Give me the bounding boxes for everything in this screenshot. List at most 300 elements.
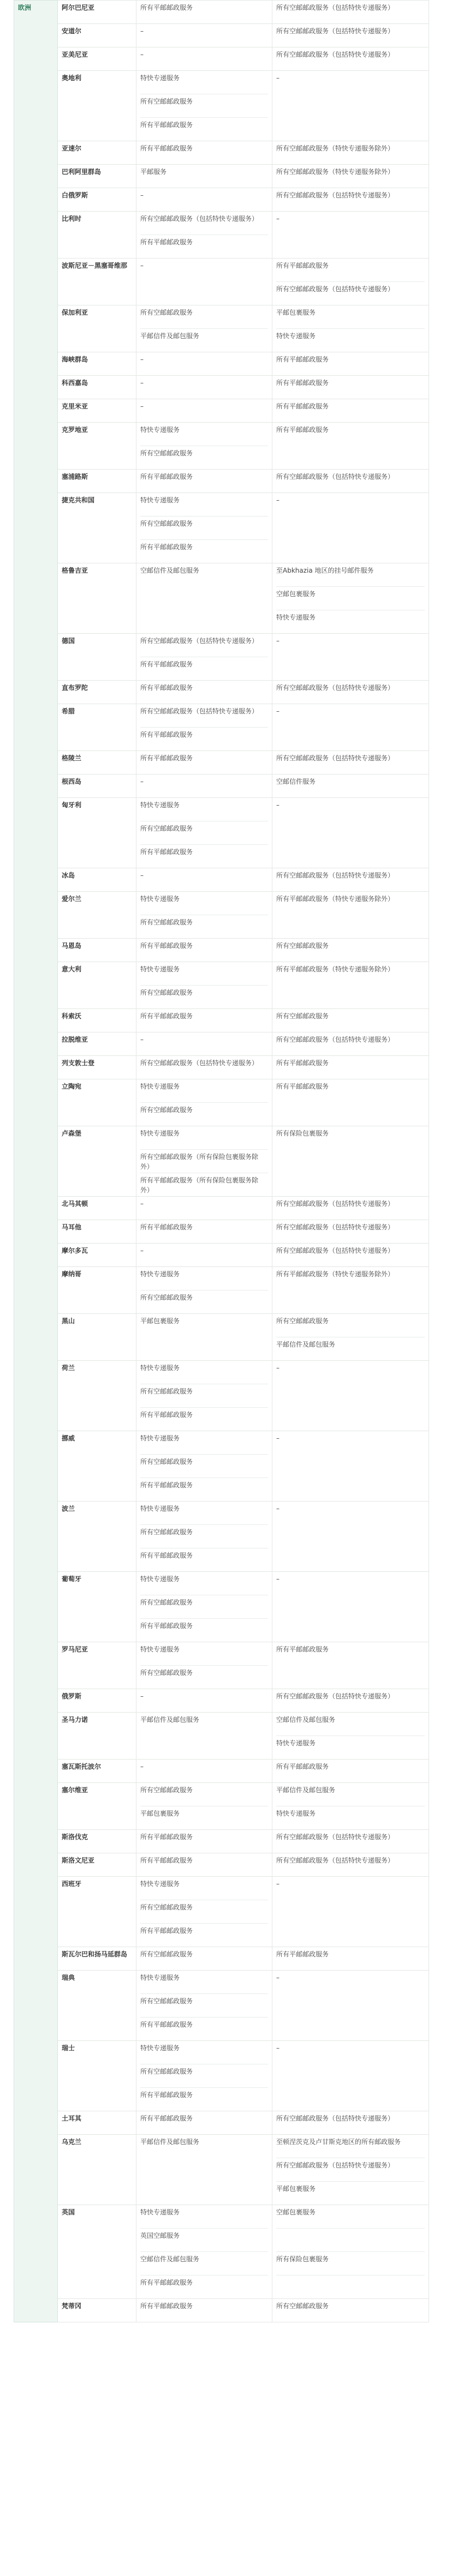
table-row — [14, 2041, 429, 2111]
service-item: 所有平邮邮政服务 — [140, 2302, 193, 2310]
service-item: 特快专递服务 — [140, 1502, 268, 1525]
services-suspended-cell — [272, 868, 429, 892]
services-suspended-cell — [272, 2111, 429, 2135]
services-restricted-cell — [136, 376, 272, 399]
region-label: 欧洲 — [14, 1, 58, 2322]
services-restricted-cell — [136, 1314, 272, 1361]
table-row — [14, 1244, 429, 1267]
service-item: 所有空邮邮政服务 — [276, 1314, 425, 1337]
service-item: 空邮信件及邮包服务 — [140, 2252, 268, 2275]
service-item: 所有空邮邮政服务（包括特快专递服务） — [276, 27, 395, 35]
country-name: 德国 — [58, 634, 136, 681]
services-restricted-cell — [136, 259, 272, 305]
country-name: 卢森堡 — [58, 1126, 136, 1197]
service-item: 平邮包裹服务 — [140, 1810, 180, 1817]
service-item: 所有平邮邮政服务 — [276, 259, 425, 282]
services-restricted-cell — [136, 1947, 272, 1971]
country-name: 摩尔多瓦 — [58, 1244, 136, 1267]
services-suspended-cell — [272, 259, 429, 305]
services-suspended-cell — [272, 1431, 429, 1502]
services-suspended-cell — [272, 2205, 429, 2299]
services-suspended-cell — [272, 2135, 429, 2205]
services-restricted-cell — [136, 1126, 272, 1197]
service-item: – — [276, 1434, 279, 1442]
service-item: 平邮信件及邮包服务 — [140, 1716, 200, 1724]
table-row — [14, 1713, 429, 1760]
table-row — [14, 1830, 429, 1853]
service-item: 所有空邮邮政服务（特快专递服务除外） — [276, 145, 395, 152]
country-name: 格陵兰 — [58, 751, 136, 774]
service-item: 所有平邮邮政服务 — [276, 1059, 329, 1067]
service-item: 所有平邮邮政服务 — [276, 403, 329, 410]
service-item: 所有平邮邮政服务 — [140, 1223, 193, 1231]
country-name: 奥地利 — [58, 71, 136, 141]
services-restricted-cell — [136, 1079, 272, 1126]
table-row — [14, 892, 429, 939]
table-row — [14, 1760, 429, 1783]
country-name: 荷兰 — [58, 1361, 136, 1431]
service-item: 所有空邮邮政服务（包括特快专递服务） — [276, 191, 395, 199]
service-item: – — [140, 379, 144, 387]
country-name: 爱尔兰 — [58, 892, 136, 939]
service-item: 特快专递服务 — [140, 1126, 268, 1150]
country-name: 黑山 — [58, 1314, 136, 1361]
service-item: 所有平邮邮政服务 — [140, 121, 193, 129]
service-item: – — [140, 1200, 144, 1208]
services-suspended-cell — [272, 751, 429, 774]
country-name: 克里米亚 — [58, 399, 136, 423]
service-item: 所有保险包裹服务 — [276, 2252, 425, 2275]
services-suspended-cell — [272, 212, 429, 259]
table-row — [14, 751, 429, 774]
service-item: 所有平邮邮政服务 — [140, 1552, 193, 1559]
country-name: 马耳他 — [58, 1220, 136, 1244]
service-item: 所有平邮邮政服务 — [276, 1950, 329, 1958]
service-item: 特快专递服务 — [140, 892, 268, 915]
service-item: 所有平邮邮政服务 — [140, 2279, 193, 2286]
table-row — [14, 2299, 429, 2322]
service-item: 所有空邮邮政服务 — [140, 1525, 268, 1548]
service-item: 所有空邮邮政服务（特快专递服务除外） — [276, 168, 395, 176]
service-item: 所有空邮邮政服务 — [140, 1455, 268, 1478]
services-suspended-cell — [272, 563, 429, 634]
services-restricted-cell — [136, 868, 272, 892]
country-name: 巴利阿里群岛 — [58, 165, 136, 188]
table-row — [14, 774, 429, 798]
service-item: 特快专递服务 — [140, 798, 268, 821]
service-item: 所有空邮邮政服务 — [140, 1950, 193, 1958]
service-item: 所有空邮邮政服务 — [140, 1783, 268, 1806]
service-item — [276, 2229, 425, 2252]
country-name: 瑞士 — [58, 2041, 136, 2111]
service-item: 所有平邮邮政服务 — [140, 1857, 193, 1864]
service-item: 所有空邮邮政服务 — [140, 1595, 268, 1619]
service-item: 所有空邮邮政服务 — [276, 1012, 329, 1020]
services-restricted-cell — [136, 1971, 272, 2041]
services-restricted-cell — [136, 212, 272, 259]
service-item: – — [140, 262, 144, 269]
service-item: 平邮服务 — [140, 168, 167, 176]
service-item: 特快专递服务 — [140, 962, 268, 986]
service-item: – — [140, 403, 144, 410]
service-item: 所有平邮邮政服务 — [140, 473, 193, 481]
service-item: 平邮包裹服务 — [276, 305, 425, 329]
service-item: – — [140, 1763, 144, 1770]
service-item: 所有平邮邮政服务 — [140, 1927, 193, 1935]
services-suspended-cell — [272, 1713, 429, 1760]
country-name: 格鲁吉亚 — [58, 563, 136, 634]
table-row — [14, 798, 429, 868]
service-item: 所有平邮邮政服务 — [140, 754, 193, 762]
service-item: 特快专递服务 — [140, 1572, 268, 1595]
service-item: 特快专递服务 — [140, 1361, 268, 1384]
services-suspended-cell — [272, 47, 429, 71]
services-restricted-cell — [136, 1197, 272, 1220]
service-item: 所有平邮邮政服务 — [140, 1622, 193, 1630]
services-restricted-cell — [136, 2111, 272, 2135]
country-name: 保加利亚 — [58, 305, 136, 352]
table-row — [14, 1314, 429, 1361]
table-row — [14, 1267, 429, 1314]
services-suspended-cell — [272, 1, 429, 24]
table-body — [14, 1, 429, 2322]
services-suspended-cell — [272, 704, 429, 751]
services-suspended-cell — [272, 1971, 429, 2041]
table-row — [14, 259, 429, 305]
country-name: 海峡群岛 — [58, 352, 136, 376]
service-item: 所有空邮邮政服务（所有保险包裹服务除外） — [140, 1150, 268, 1173]
services-restricted-cell — [136, 1760, 272, 1783]
country-name: 马恩岛 — [58, 939, 136, 962]
service-item: 所有平邮邮政服务（特快专递服务除外） — [276, 965, 395, 973]
table-row — [14, 352, 429, 376]
service-item: – — [276, 215, 279, 223]
service-item: 平邮信件及邮包服务 — [276, 1783, 425, 1806]
services-restricted-cell — [136, 47, 272, 71]
services-suspended-cell — [272, 1032, 429, 1056]
country-name: 土耳其 — [58, 2111, 136, 2135]
table-row — [14, 1431, 429, 1502]
services-suspended-cell — [272, 1502, 429, 1572]
service-item: – — [276, 74, 279, 82]
services-suspended-cell — [272, 1877, 429, 1947]
services-restricted-cell — [136, 681, 272, 704]
country-name: 摩纳哥 — [58, 1267, 136, 1314]
service-item: 所有空邮邮政服务（包括特快专递服务） — [276, 4, 395, 11]
service-item: 所有空邮邮政服务（包括特快专递服务） — [276, 2115, 395, 2122]
service-item: 所有空邮邮政服务 — [140, 821, 268, 845]
services-restricted-cell — [136, 892, 272, 939]
table-row — [14, 1853, 429, 1877]
service-item: 所有平邮邮政服务 — [140, 1411, 193, 1419]
service-item: 平邮信件及邮包服务 — [140, 332, 200, 340]
service-item: – — [276, 1575, 279, 1583]
service-item: 特快专递服务 — [140, 1971, 268, 1994]
service-item: 特快专递服务 — [140, 1431, 268, 1455]
service-item: 平邮信件及邮包服务 — [140, 2138, 200, 2146]
table-row — [14, 376, 429, 399]
country-name: 立陶宛 — [58, 1079, 136, 1126]
table-row — [14, 1, 429, 24]
service-item: 所有空邮邮政服务（包括特快专递服务） — [140, 1059, 259, 1067]
table-row — [14, 493, 429, 563]
services-restricted-cell — [136, 1431, 272, 1502]
country-name: 斯洛文尼亚 — [58, 1853, 136, 1877]
table-row — [14, 47, 429, 71]
country-name: 西班牙 — [58, 1877, 136, 1947]
table-row — [14, 1079, 429, 1126]
services-suspended-cell — [272, 939, 429, 962]
country-name: 波斯尼亚－黑塞哥维那 — [58, 259, 136, 305]
country-name: 斯洛伐克 — [58, 1830, 136, 1853]
service-item: 所有空邮邮政服务（包括特快专递服务） — [276, 285, 395, 293]
service-item: 特快专递服务 — [276, 614, 316, 621]
service-item: 特快专递服务 — [140, 1642, 268, 1666]
services-suspended-cell — [272, 681, 429, 704]
services-suspended-cell — [272, 1056, 429, 1079]
service-item: 空邮信件及邮包服务 — [276, 1713, 425, 1736]
services-restricted-cell — [136, 352, 272, 376]
service-item: 平邮包裹服务 — [140, 1317, 180, 1325]
service-item: – — [276, 1364, 279, 1372]
service-item: 所有空邮邮政服务（包括特快专递服务） — [140, 704, 268, 728]
table-row — [14, 2205, 429, 2299]
services-suspended-cell — [272, 493, 429, 563]
service-item: 空邮包裹服务 — [276, 2205, 425, 2229]
services-restricted-cell — [136, 305, 272, 352]
services-restricted-cell — [136, 1056, 272, 1079]
service-item: 至Abkhazia 地区的挂号邮件服务 — [276, 563, 425, 587]
country-name: 科索沃 — [58, 1009, 136, 1032]
service-item: – — [140, 1036, 144, 1043]
country-name: 塞尔维亚 — [58, 1783, 136, 1830]
country-name: 列支敦士登 — [58, 1056, 136, 1079]
country-name: 梵蒂冈 — [58, 2299, 136, 2322]
country-name: 冰岛 — [58, 868, 136, 892]
table-row — [14, 2135, 429, 2205]
service-item: 特快专递服务 — [140, 2205, 268, 2229]
table-row — [14, 704, 429, 751]
service-item: – — [140, 356, 144, 363]
country-name: 科西嘉岛 — [58, 376, 136, 399]
country-name: 罗马尼亚 — [58, 1642, 136, 1689]
services-suspended-cell — [272, 1079, 429, 1126]
country-name: 圣马力诺 — [58, 1713, 136, 1760]
services-restricted-cell — [136, 165, 272, 188]
service-item: 所有平邮邮政服务 — [140, 543, 193, 551]
service-item: 至顿涅茨克及卢甘斯克地区的所有邮政服务 — [276, 2135, 425, 2158]
country-name: 捷克共和国 — [58, 493, 136, 563]
services-restricted-cell — [136, 1244, 272, 1267]
service-item: 所有平邮邮政服务 — [140, 684, 193, 692]
country-name: 斯瓦尔巴和扬马延群岛 — [58, 1947, 136, 1971]
table-row — [14, 165, 429, 188]
service-item: – — [140, 51, 144, 58]
services-suspended-cell — [272, 2299, 429, 2322]
table-row — [14, 681, 429, 704]
table-row — [14, 305, 429, 352]
country-name: 亚美尼亚 — [58, 47, 136, 71]
table-row — [14, 423, 429, 470]
service-item: 所有空邮邮政服务 — [140, 989, 193, 996]
table-row — [14, 71, 429, 141]
service-item: – — [276, 1974, 279, 1981]
country-name: 白俄罗斯 — [58, 188, 136, 212]
service-item: 空邮信件服务 — [276, 778, 316, 785]
services-suspended-cell — [272, 962, 429, 1009]
country-name: 英国 — [58, 2205, 136, 2299]
table-row — [14, 1502, 429, 1572]
services-restricted-cell — [136, 962, 272, 1009]
service-item: 所有空邮邮政服务（包括特快专递服务） — [276, 684, 395, 692]
service-item: – — [276, 496, 279, 504]
service-item: 所有平邮邮政服务 — [140, 2021, 193, 2028]
table-row — [14, 399, 429, 423]
service-item: 所有平邮邮政服务（特快专递服务除外） — [276, 895, 395, 903]
country-name: 直布罗陀 — [58, 681, 136, 704]
table-row — [14, 1197, 429, 1220]
service-item: 所有空邮邮政服务（包括特快专递服务） — [276, 473, 395, 481]
services-suspended-cell — [272, 352, 429, 376]
services-suspended-cell — [272, 470, 429, 493]
service-item: 所有平邮邮政服务 — [276, 379, 329, 387]
service-item: 所有空邮邮政服务 — [140, 1294, 193, 1301]
service-item: 所有平邮邮政服务 — [140, 2091, 193, 2099]
services-suspended-cell — [272, 165, 429, 188]
services-suspended-cell — [272, 305, 429, 352]
services-restricted-cell — [136, 798, 272, 868]
services-suspended-cell — [272, 1009, 429, 1032]
services-suspended-cell — [272, 1783, 429, 1830]
service-item: 特快专递服务 — [276, 1739, 316, 1747]
country-name: 克罗地亚 — [58, 423, 136, 470]
service-item: 所有空邮邮政服务 — [140, 1384, 268, 1408]
services-restricted-cell — [136, 24, 272, 47]
services-restricted-cell — [136, 71, 272, 141]
service-item: 所有空邮邮政服务 — [140, 1669, 193, 1677]
table-row — [14, 1009, 429, 1032]
services-suspended-cell — [272, 2041, 429, 2111]
country-name: 波兰 — [58, 1502, 136, 1572]
services-restricted-cell — [136, 1361, 272, 1431]
service-item: – — [276, 801, 279, 809]
services-suspended-cell — [272, 1197, 429, 1220]
country-name: 塞瓦斯托波尔 — [58, 1760, 136, 1783]
table-row — [14, 962, 429, 1009]
service-item: 所有保险包裹服务 — [276, 1130, 329, 1137]
service-item: 所有空邮邮政服务 — [140, 1106, 193, 1114]
service-item: 所有空邮邮政服务（包括特快专递服务） — [276, 1247, 395, 1254]
services-restricted-cell — [136, 774, 272, 798]
services-suspended-cell — [272, 1126, 429, 1197]
service-item: – — [276, 1505, 279, 1512]
service-item: 所有空邮邮政服务 — [140, 94, 268, 118]
services-restricted-cell — [136, 1, 272, 24]
services-suspended-cell — [272, 1267, 429, 1314]
service-item: – — [140, 872, 144, 879]
services-suspended-cell — [272, 423, 429, 470]
table-row — [14, 1947, 429, 1971]
services-suspended-cell — [272, 188, 429, 212]
service-item: 所有平邮邮政服务 — [140, 1833, 193, 1841]
service-item: 所有平邮邮政服务 — [140, 145, 193, 152]
service-item: 所有平邮邮政服务 — [140, 942, 193, 950]
service-item: 空邮信件及邮包服务 — [140, 567, 200, 574]
table-row — [14, 634, 429, 681]
table-row — [14, 1971, 429, 2041]
table-row — [14, 1220, 429, 1244]
service-item: 所有空邮邮政服务（包括特快专递服务） — [276, 1223, 395, 1231]
service-item: 所有空邮邮政服务（包括特快专递服务） — [276, 1857, 395, 1864]
services-suspended-cell — [272, 1361, 429, 1431]
table-row — [14, 939, 429, 962]
service-item: 所有平邮邮政服务 — [276, 426, 329, 434]
service-item: 所有空邮邮政服务（包括特快专递服务） — [276, 51, 395, 58]
country-name: 意大利 — [58, 962, 136, 1009]
service-item: 平邮包裹服务 — [276, 2185, 316, 2193]
service-item: 所有空邮邮政服务 — [140, 1994, 268, 2017]
services-suspended-cell — [272, 1947, 429, 1971]
table-row — [14, 141, 429, 165]
service-item: 特快专递服务 — [140, 1267, 268, 1290]
service-item: – — [140, 191, 144, 199]
services-restricted-cell — [136, 2205, 272, 2299]
table-row — [14, 563, 429, 634]
service-item: 特快专递服务 — [140, 2041, 268, 2064]
services-restricted-cell — [136, 634, 272, 681]
service-item: 所有平邮邮政服务（特快专递服务除外） — [276, 1270, 395, 1278]
services-restricted-cell — [136, 470, 272, 493]
service-item: – — [140, 1692, 144, 1700]
service-item: 特快专递服务 — [276, 332, 316, 340]
service-item: 所有空邮邮政服务 — [140, 305, 268, 329]
service-item: 所有平邮邮政服务 — [140, 660, 193, 668]
service-item: 所有空邮邮政服务（包括特快专递服务） — [140, 212, 268, 235]
table-row — [14, 2111, 429, 2135]
service-item — [276, 2275, 425, 2298]
services-restricted-cell — [136, 1689, 272, 1713]
service-item: 所有空邮邮政服务（包括特快专递服务） — [276, 1036, 395, 1043]
service-item: – — [276, 2044, 279, 2052]
services-restricted-cell — [136, 1783, 272, 1830]
services-restricted-cell — [136, 1642, 272, 1689]
services-suspended-cell — [272, 774, 429, 798]
service-item: 所有空邮邮政服务（包括特快专递服务） — [276, 872, 395, 879]
service-item: 所有平邮邮政服务 — [276, 1646, 329, 1653]
service-item: 平邮信件及邮包服务 — [276, 1341, 336, 1348]
services-restricted-cell — [136, 1853, 272, 1877]
services-restricted-cell — [136, 751, 272, 774]
service-item: 所有空邮邮政服务（包括特快专递服务） — [276, 1200, 395, 1208]
service-item: 所有空邮邮政服务 — [140, 517, 268, 540]
services-restricted-cell — [136, 141, 272, 165]
table-row — [14, 1126, 429, 1197]
services-restricted-cell — [136, 1032, 272, 1056]
service-item: 所有空邮邮政服务 — [140, 918, 193, 926]
country-name: 阿尔巴尼亚 — [58, 1, 136, 24]
service-item: 所有平邮邮政服务 — [276, 1763, 329, 1770]
services-restricted-cell — [136, 1009, 272, 1032]
services-suspended-cell — [272, 1642, 429, 1689]
table-row — [14, 212, 429, 259]
services-suspended-cell — [272, 798, 429, 868]
service-item: 所有平邮邮政服务 — [276, 356, 329, 363]
table-row — [14, 24, 429, 47]
service-item: 所有平邮邮政服务 — [140, 731, 193, 738]
services-suspended-cell — [272, 1760, 429, 1783]
service-item: 所有空邮邮政服务（包括特快专递服务） — [276, 2158, 425, 2182]
country-name: 比利时 — [58, 212, 136, 259]
